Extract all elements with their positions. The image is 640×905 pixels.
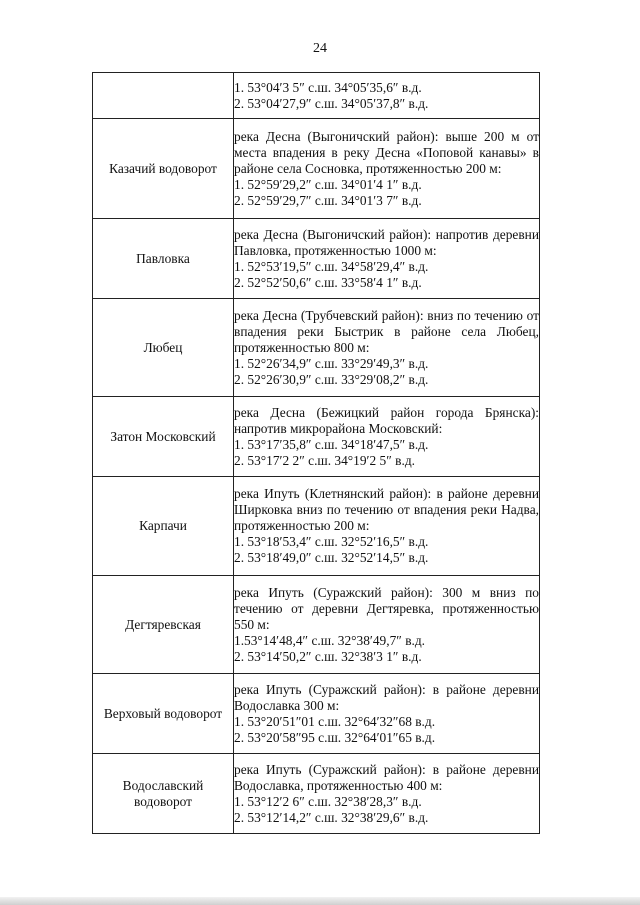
coordinate-2: 2. 53°14′50,2″ с.ш. 32°38′3 1″ в.д.: [234, 648, 422, 664]
spot-description: река Десна (Выгоничский район): напротив деревни Павловка, протяженностью 1000 м:: [234, 226, 539, 258]
spot-name: [93, 73, 234, 119]
spot-description-cell: [234, 477, 540, 576]
coordinate-1: 1. 53°17′35,8″ с.ш. 34°18′47,5″ в.д.: [234, 436, 429, 452]
coordinate-1: 1.53°14′48,4″ с.ш. 32°38′49,7″ в.д.: [234, 632, 426, 648]
coordinate-2: 2. 53°04′27,9″ с.ш. 34°05′37,8″ в.д.: [234, 95, 429, 111]
coordinate-1: 1. 53°20′51″01 с.ш. 32°64′32″68 в.д.: [234, 713, 436, 729]
spot-description: река Десна (Бежицкий район города Брянска): напротив микрорайона Московский:: [234, 404, 539, 436]
fishing-spots-table: [92, 72, 540, 834]
coordinate-1: 1. 52°59′29,2″ с.ш. 34°01′4 1″ в.д.: [234, 176, 422, 192]
spot-description-cell: [234, 754, 540, 834]
spot-name: Дегтяревская: [93, 576, 234, 674]
coordinate-2: 2. 52°26′30,9″ с.ш. 33°29′08,2″ в.д.: [234, 371, 429, 387]
coordinate-2: 2. 52°52′50,6″ с.ш. 33°58′4 1″ в.д.: [234, 274, 422, 290]
coordinate-1: 1. 53°18′53,4″ с.ш. 32°52′16,5″ в.д.: [234, 534, 429, 549]
table-row: [93, 73, 540, 119]
scan-bottom-edge: [0, 897, 640, 905]
table-row: [93, 674, 540, 754]
spot-name: Затон Московский: [93, 397, 234, 477]
spot-name: Карпачи: [93, 477, 234, 576]
coordinate-2: 2. 53°20′58″95 с.ш. 32°64′01″65 в.д.: [234, 729, 436, 745]
spot-description-cell: [234, 119, 540, 219]
coordinate-1: 1. 52°26′34,9″ с.ш. 33°29′49,3″ в.д.: [234, 355, 429, 371]
table-row: [93, 299, 540, 397]
spot-description: река Ипуть (Клетнянский район): в районе деревни Ширковка вниз по течению от впадения реки Надва, протяженностью 200 м:: [234, 486, 539, 533]
spot-description: река Ипуть (Суражский район): в районе деревни Водославка 300 м:: [234, 681, 539, 713]
table-row: [93, 754, 540, 834]
spot-description-cell: [234, 219, 540, 299]
spot-name: Казачий водоворот: [93, 119, 234, 219]
spot-description-cell: [234, 397, 540, 477]
table-row: [93, 397, 540, 477]
spot-description: река Ипуть (Суражский район): 300 м вниз по течению от деревни Дегтяревка, протяженностью 550 м:: [234, 584, 539, 632]
table-row: [93, 119, 540, 219]
spot-description-cell: [234, 73, 540, 119]
coordinate-2: 2. 53°18′49,0″ с.ш. 32°52′14,5″ в.д.: [234, 550, 429, 565]
spot-description: река Десна (Выгоничский район): выше 200 м от места впадения в реку Десна «Поповой канавы» в районе села Сосновка, протяженностью 200 м:: [234, 128, 539, 176]
spot-description: река Ипуть (Суражский район): в районе деревни Водославка, протяженностью 400 м:: [234, 761, 539, 793]
coordinate-1: 1. 53°04′3 5″ с.ш. 34°05′35,6″ в.д.: [234, 79, 422, 95]
table-row: [93, 576, 540, 674]
spot-name: Любец: [93, 299, 234, 397]
spot-description-cell: [234, 576, 540, 674]
spot-description-cell: [234, 299, 540, 397]
coordinate-2: 2. 53°17′2 2″ с.ш. 34°19′2 5″ в.д.: [234, 452, 415, 468]
coordinate-2: 2. 52°59′29,7″ с.ш. 34°01′3 7″ в.д.: [234, 192, 422, 208]
spot-name: Водославский водоворот: [93, 754, 234, 834]
spot-name: Верховый водоворот: [93, 674, 234, 754]
spot-description: река Десна (Трубчевский район): вниз по течению от впадения реки Быстрик в районе села Любец, протяженностью 800 м:: [234, 307, 539, 355]
coordinate-2: 2. 53°12′14,2″ с.ш. 32°38′29,6″ в.д.: [234, 809, 429, 825]
table-row: [93, 219, 540, 299]
coordinate-1: 1. 52°53′19,5″ с.ш. 34°58′29,4″ в.д.: [234, 258, 429, 274]
page-number: 24: [313, 41, 327, 56]
coordinate-1: 1. 53°12′2 6″ с.ш. 32°38′28,3″ в.д.: [234, 793, 422, 809]
spot-name: Павловка: [93, 219, 234, 299]
table-row: [93, 477, 540, 576]
spot-description-cell: [234, 674, 540, 754]
